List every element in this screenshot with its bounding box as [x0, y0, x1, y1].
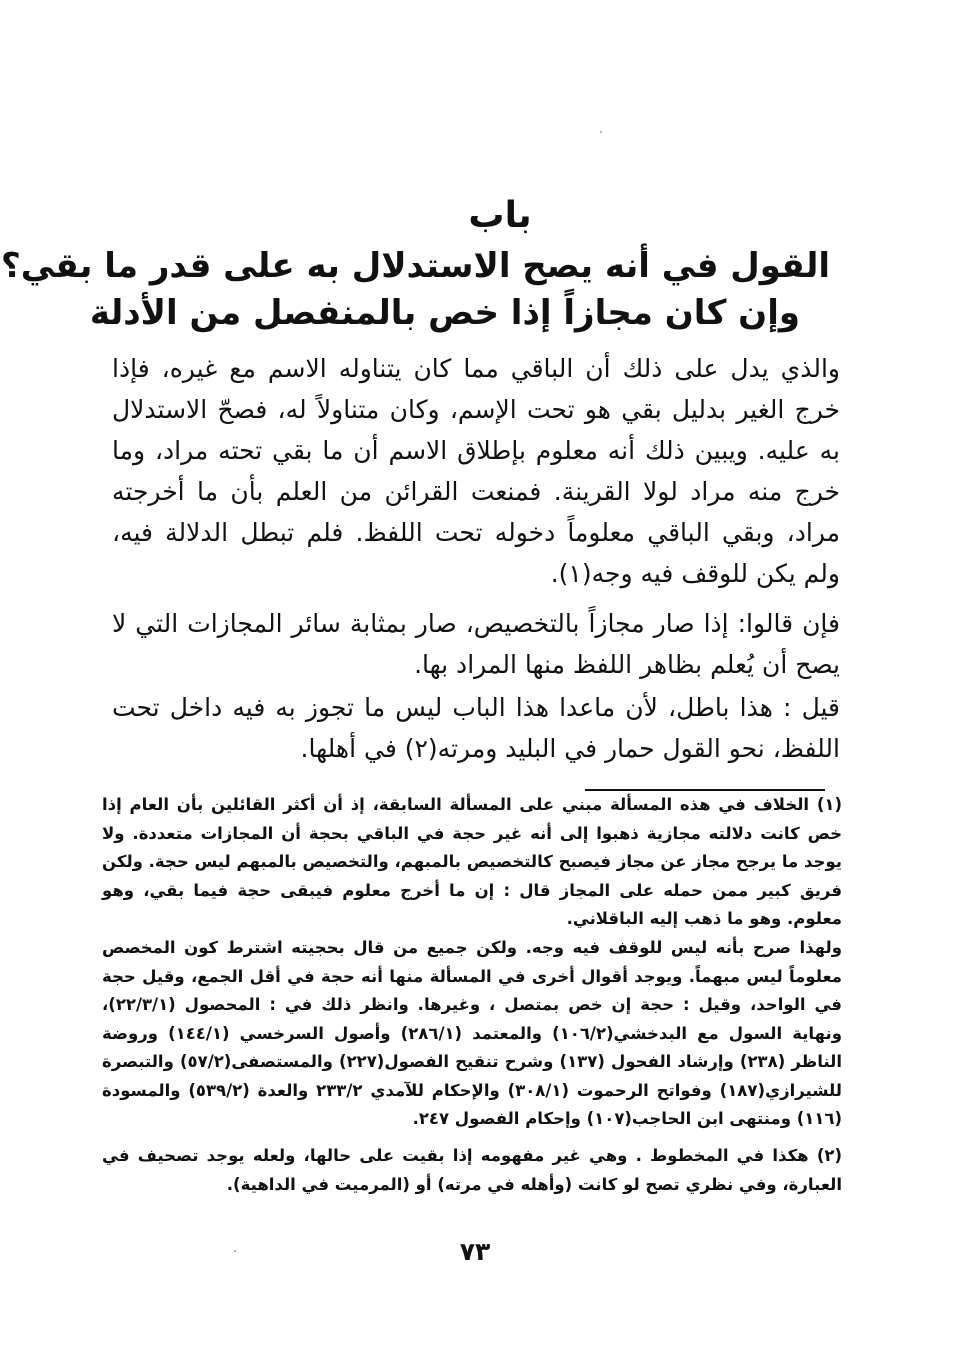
- footnote-2: [102, 1142, 842, 1199]
- body-paragraph-1: [112, 348, 840, 594]
- scan-speck: [234, 1250, 236, 1252]
- body-paragraph-2: [112, 603, 840, 685]
- chapter-title-line-2: وإن كان مجازاً إذا خص بالمنفصل من الأدلة: [89, 293, 800, 333]
- paragraph-text: والذي يدل على ذلك أن الباقي مما كان يتناوله الاسم مع غيره، فإذا خرج الغير بدليل بقي هو تحت الإسم، وكان متناولاً له، فصحّ الاستدلال به عليه. ويبين ذلك أنه معلوم بإطلاق الاسم أن ما بقي تحته مراد، وما خرج منه مراد لولا القرينة. فمنعت القرائن من العلم بأن ما أخرجته مراد، وبقي الباقي معلوماً دخوله تحت اللفظ. فلم تبطل الدلالة فيه، ولم يكن للوقف فيه وجه(١).: [112, 354, 840, 588]
- footnote-text: ولهذا صرح بأنه ليس للوقف فيه وجه. ولكن جميع من قال بحجيته اشترط كون المخصص معلوماً ليس مبهماً. ويوجد أقوال أخرى في المسألة منها أنه حجة في أقل الجمع، وقيل حجة في الواحد، وقيل : حجة إن خص بمتصل ، وغيرها. وانظر ذلك في : المحصول (٢٢/٣/١)، ونهاية السول مع البدخشي(١٠٦/٢) والمعتمد (٢٨٦/١) وأصول السرخسي (١٤٤/١) وروضة الناظر (٢٣٨) وإرشاد الفحول (١٣٧) وشرح تنقيح الفصول(٢٢٧) والمستصفى(٥٧/٢) والتبصرة للشيرازي(١٨٧) وفواتح الرحموت (٣٠٨/١) والإحكام للآمدي ٢٣٣/٢ والعدة (٥٣٩/٢) والمسودة (١١٦) ومنتهى ابن الحاجب(١٠٧) وإحكام الفصول ٢٤٧.: [102, 938, 842, 1128]
- footnote-text: (٢) هكذا في المخطوط . وهي غير مفهومه إذا بقيت على حالها، ولعله يوجد تصحيف في العبارة، وفي نظري تصح لو كانت (وأهله في مرته) أو (المرميت في الداهية).: [102, 1146, 842, 1194]
- paragraph-text: فإن قالوا: إذا صار مجازاً بالتخصيص، صار بمثابة سائر المجازات التي لا يصح أن يُعلم بظاهر اللفظ منها المراد بها.: [112, 609, 840, 679]
- footnote-text: (١) الخلاف في هذه المسألة مبني على المسألة السابقة، إذ أن أكثر القائلين بأن العام إذا خص كانت دلالته مجازية ذهبوا إلى أنه غير حجة في الباقي بحجة أن المجازات متعددة. ولا يوجد ما يرجح مجاز عن مجاز فيصبح كالتخصيص بالمبهم، والتخصيص بالمبهم ليس حجة. ولكن فريق كبير ممن حمله على المجاز قال : إن ما أخرج معلوم فيبقى حجة فيما بقي، وهو معلوم. وهو ما ذهب إليه الباقلاني.: [102, 795, 842, 928]
- body-paragraph-3: [112, 687, 840, 769]
- footnote-1-continued: [102, 934, 842, 1134]
- chapter-title-line-1: القول في أنه يصح الاستدلال به على قدر ما بقي؟: [1, 246, 830, 286]
- chapter-label: باب: [468, 195, 532, 236]
- page-number: ٧٣: [459, 1237, 491, 1266]
- footnote-1: [102, 791, 842, 934]
- paragraph-text: قيل : هذا باطل، لأن ماعدا هذا الباب ليس ما تجوز به فيه داخل تحت اللفظ، نحو القول حمار في البليد ومرته(٢) في أهلها.: [112, 693, 840, 763]
- scan-speck: [600, 131, 602, 133]
